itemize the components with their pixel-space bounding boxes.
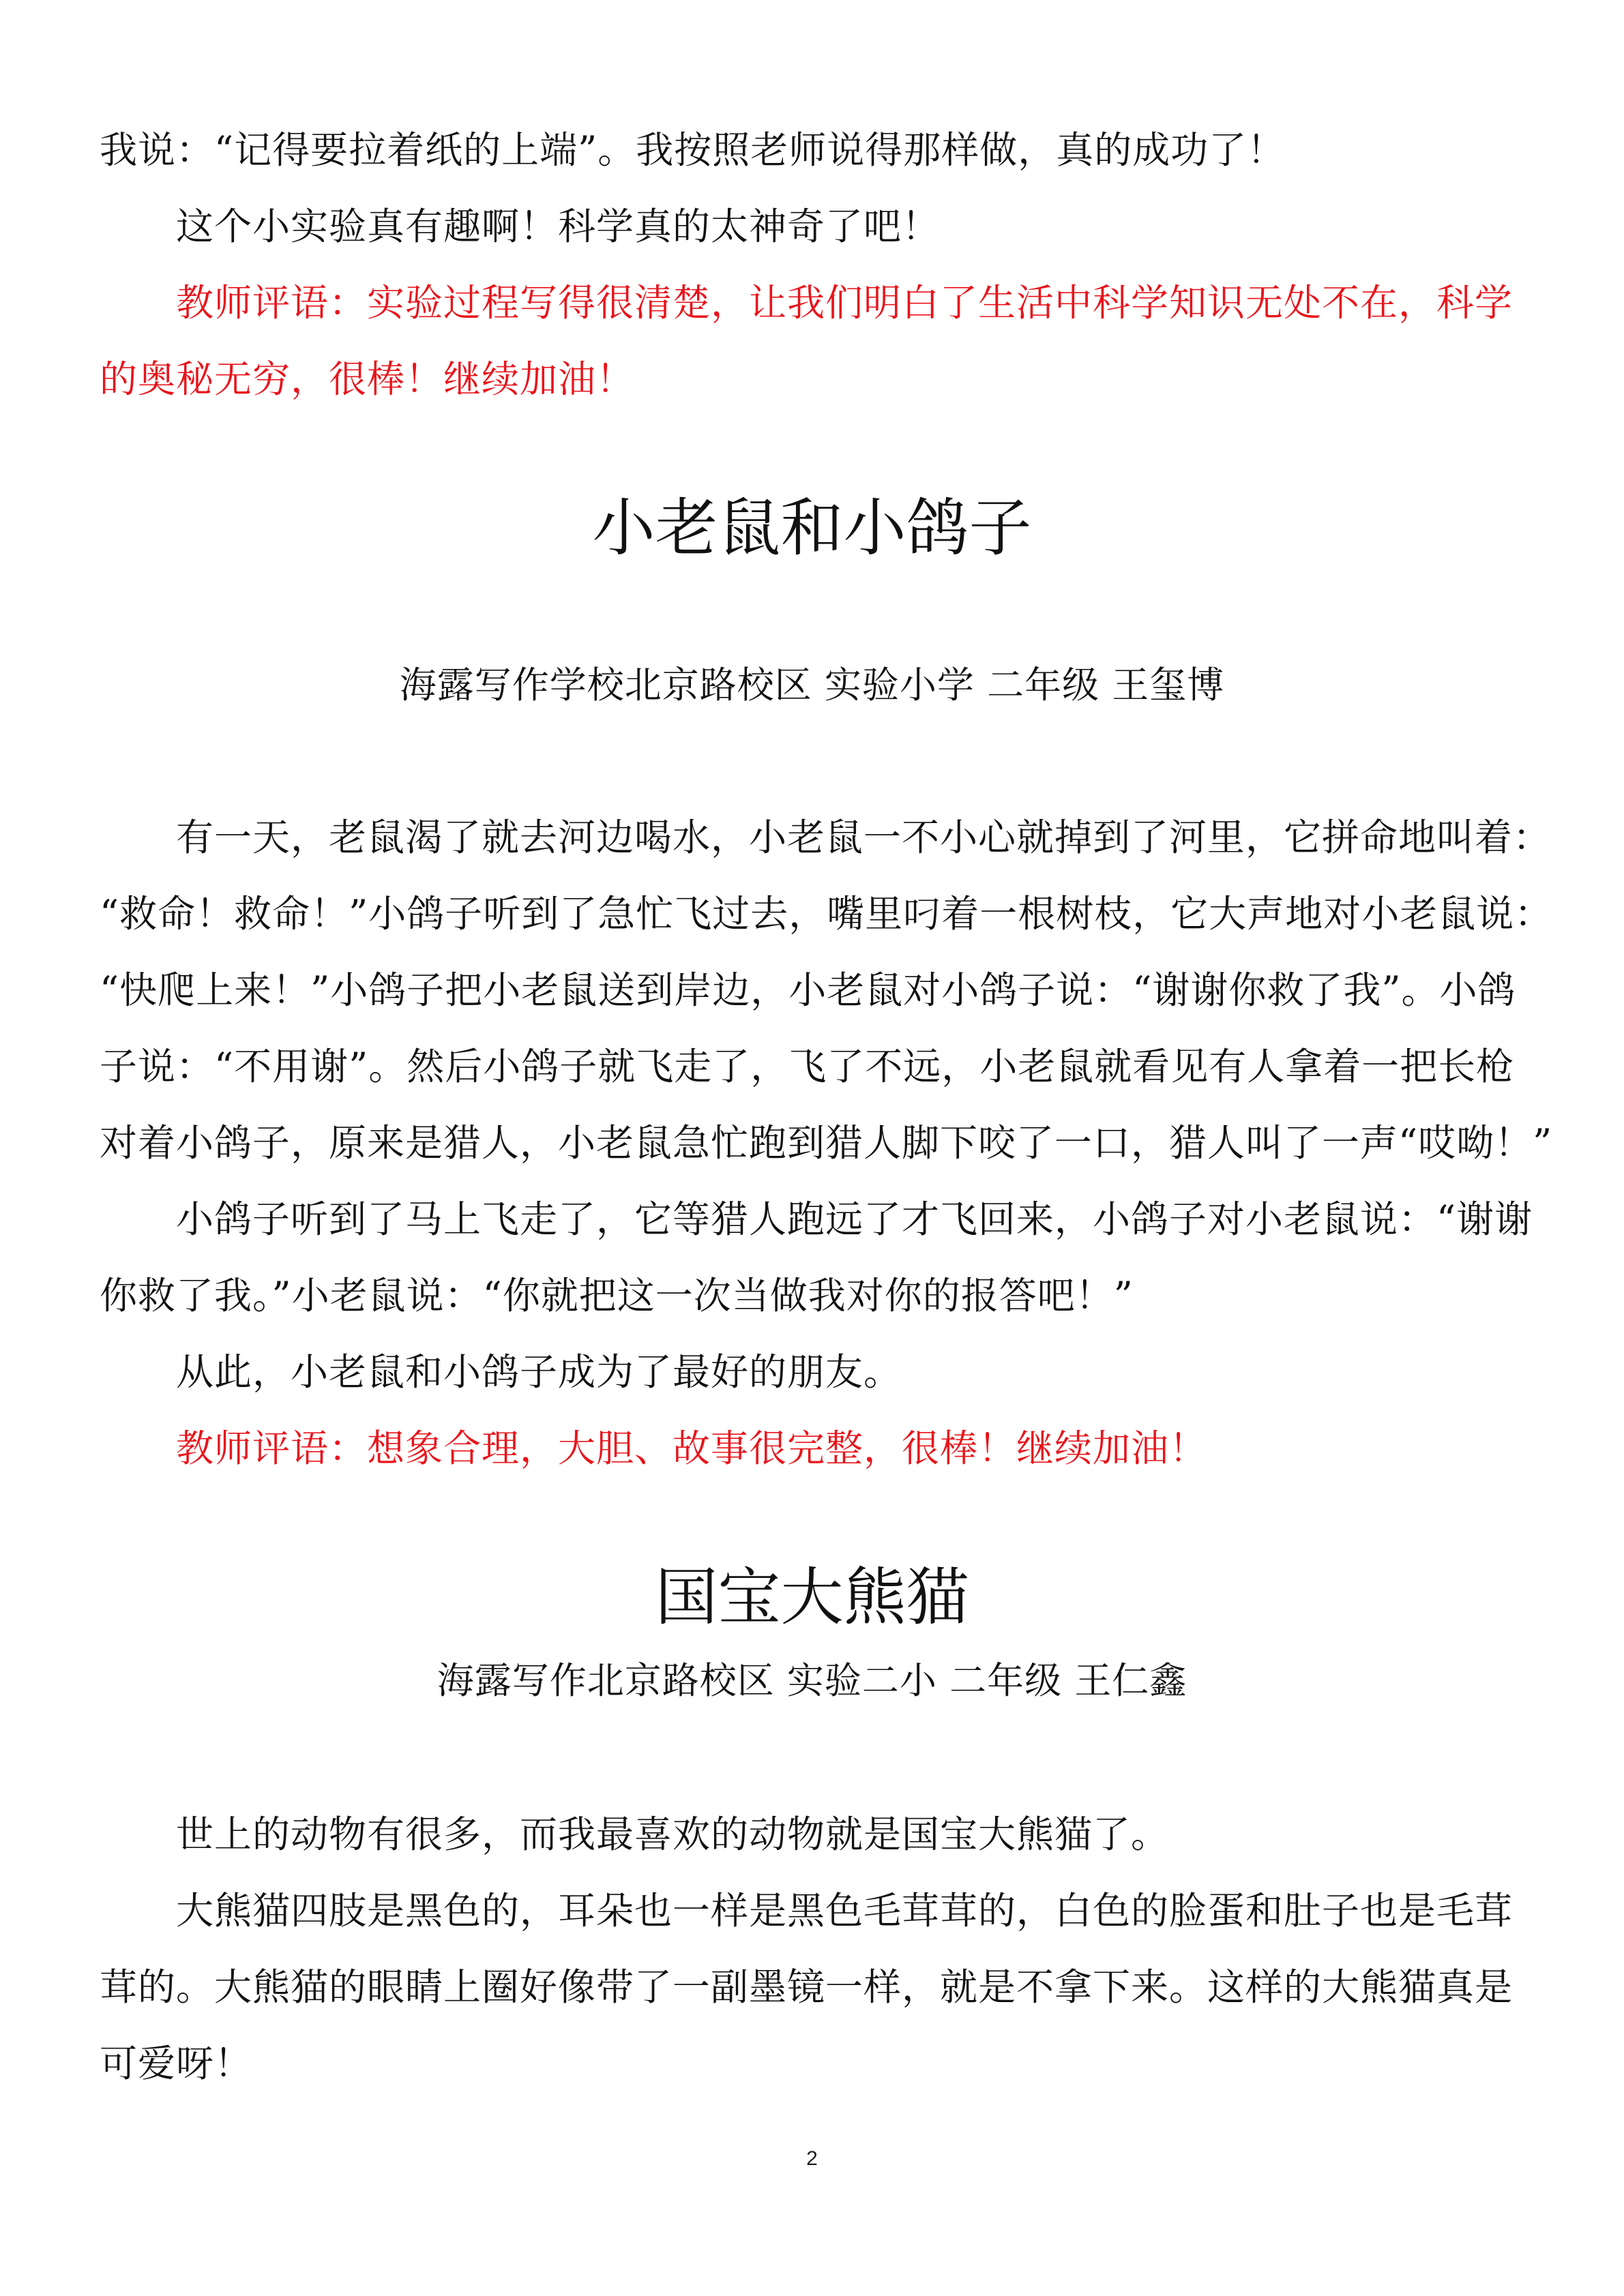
paragraph-line: 子说：“不用谢”。然后小鸽子就飞走了，飞了不远，小老鼠就看见有人拿着一把长枪 (100, 1045, 1515, 1088)
paragraph-line: 你救了我。”小老鼠说：“你就把这一次当做我对你的报答吧！” (100, 1274, 1134, 1317)
teacher-comment: 教师评语：实验过程写得很清楚，让我们明白了生活中科学知识无处不在，科学 (176, 281, 1514, 325)
paragraph-line: 我说：“记得要拉着纸的上端”。我按照老师说得那样做，真的成功了！ (100, 128, 1286, 172)
paragraph-line: “救命！救命！”小鸽子听到了急忙飞过去，嘴里叼着一根树枝，它大声地对小老鼠说： (100, 892, 1553, 936)
paragraph-line: 从此，小老鼠和小鸽子成为了最好的朋友。 (176, 1350, 902, 1394)
paragraph-line: 对着小鸽子，原来是猎人，小老鼠急忙跑到猎人脚下咬了一口，猎人叫了一声“哎呦！” (100, 1121, 1553, 1165)
essay-byline: 海露写作学校北京路校区 实验小学 二年级 王玺博 (399, 664, 1225, 706)
paragraph-line: 这个小实验真有趣啊！科学真的太神奇了吧！ (176, 205, 941, 248)
paragraph-line: 茸的。大熊猫的眼睛上圈好像带了一副墨镜一样，就是不拿下来。这样的大熊猫真是 (100, 1965, 1514, 2009)
paragraph-line: 大熊猫四肢是黑色的，耳朵也一样是黑色毛茸茸的，白色的脸蛋和肚子也是毛茸 (176, 1889, 1514, 1933)
paragraph-line: “快爬上来！”小鸽子把小老鼠送到岸边，小老鼠对小鸽子说：“谢谢你救了我”。小鸽 (100, 968, 1516, 1012)
paragraph-line: 可爱呀！ (100, 2042, 253, 2085)
teacher-comment: 的奥秘无穷，很棒！继续加油！ (100, 357, 635, 401)
essay-byline: 海露写作北京路校区 实验二小 二年级 王仁鑫 (437, 1659, 1187, 1702)
essay-title: 小老鼠和小鸽子 (592, 492, 1032, 565)
paragraph-line: 小鸽子听到了马上飞走了，它等猎人跑远了才飞回来，小鸽子对小老鼠说：“谢谢 (176, 1197, 1533, 1241)
teacher-comment: 教师评语：想象合理，大胆、故事很完整，很棒！继续加油！ (176, 1427, 1208, 1470)
page-number: 2 (806, 2147, 818, 2170)
paragraph-line: 世上的动物有很多，而我最喜欢的动物就是国宝大熊猫了。 (176, 1813, 1170, 1856)
essay-title: 国宝大熊猫 (655, 1561, 969, 1634)
paragraph-line: 有一天，老鼠渴了就去河边喝水，小老鼠一不小心就掉到了河里，它拼命地叫着： (176, 816, 1552, 859)
